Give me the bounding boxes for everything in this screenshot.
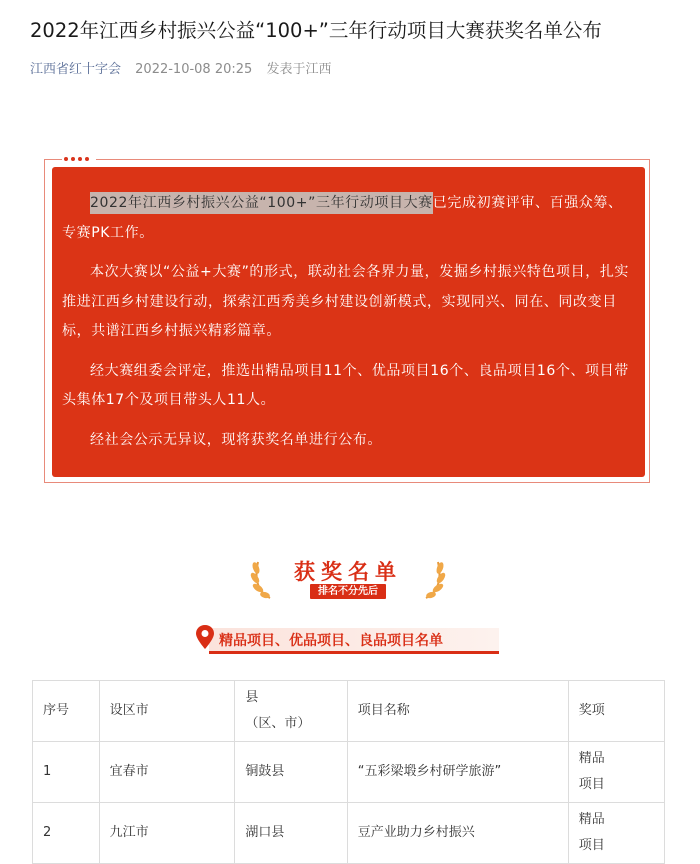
notice-paragraph-4: 经社会公示无异议，现将获奖名单进行公布。 — [90, 431, 382, 448]
header-city: 设区市 — [99, 681, 235, 742]
cell-prize — [568, 742, 664, 803]
notice-paragraph-3: 经大赛组委会评定，推选出精品项目11个、优品项目16个、良品项目16个、项目带头集体17个及项目带头人11人。 — [62, 362, 629, 408]
account-name-link[interactable]: 江西省红十字会 — [30, 62, 122, 77]
header-county — [235, 681, 347, 742]
cell-project: 豆产业助力乡村振兴 — [347, 803, 568, 864]
cell-no: 2 — [33, 803, 100, 864]
location-pin-icon — [195, 624, 215, 650]
header-prize: 奖项 — [568, 681, 664, 742]
notice-paragraph-2: 本次大赛以“公益+大赛”的形式，联动社会各界力量，发掘乡村振兴特色项目，扎实推进江西乡村建设行动，探索江西秀美乡村建设创新模式，实现同兴、同在、同改变目标，共谱江西乡村振兴精彩篇章。 — [62, 264, 630, 339]
cell-county: 铜鼓县 — [235, 742, 347, 803]
cell-project: “五彩梁塅乡村研学旅游” — [347, 742, 568, 803]
cell-prize-line1: 精品 — [578, 751, 605, 766]
cell-prize-line2: 项目 — [578, 838, 605, 853]
cell-no: 1 — [33, 742, 100, 803]
cell-city: 宜春市 — [99, 742, 235, 803]
cell-prize-line2: 项目 — [578, 777, 605, 792]
decor-dots-icon — [62, 152, 96, 166]
award-list-heading — [250, 552, 446, 604]
highlighted-selection[interactable]: 2022年江西乡村振兴公益“100+”三年行动项目大赛 — [90, 192, 433, 214]
award-table — [32, 680, 665, 864]
header-no: 序号 — [33, 681, 100, 742]
laurel-right-icon — [420, 556, 446, 600]
table-row — [33, 742, 665, 803]
cell-city: 九江市 — [99, 803, 235, 864]
section-banner-bar — [209, 628, 499, 654]
header-county-main: 县 — [245, 690, 259, 705]
section-banner — [193, 624, 505, 658]
notice-paragraph-1-rest: 已完成初赛评审、百强众筹、专赛PK工作。 — [62, 195, 623, 241]
article-title: 2022年江西乡村振兴公益“100+”三年行动项目大赛获奖名单公布 — [30, 19, 602, 42]
publish-location: 发表于江西 — [266, 62, 332, 77]
award-heading-text: 获奖名单 — [294, 560, 402, 584]
header-county-sub: （区、市） — [245, 716, 311, 731]
table-header-row — [33, 681, 665, 742]
award-subheading: 排名不分先后 — [310, 584, 386, 599]
cell-county: 湖口县 — [235, 803, 347, 864]
cell-prize — [568, 803, 664, 864]
cell-prize-line1: 精品 — [578, 812, 605, 827]
notice-paragraph-1 — [62, 189, 635, 248]
section-banner-text: 精品项目、优品项目、良品项目名单 — [219, 633, 443, 649]
header-project: 项目名称 — [347, 681, 568, 742]
publish-time: 2022-10-08 20:25 — [135, 62, 253, 77]
table-row — [33, 803, 665, 864]
article-meta — [30, 58, 331, 77]
notice-box — [52, 167, 645, 477]
